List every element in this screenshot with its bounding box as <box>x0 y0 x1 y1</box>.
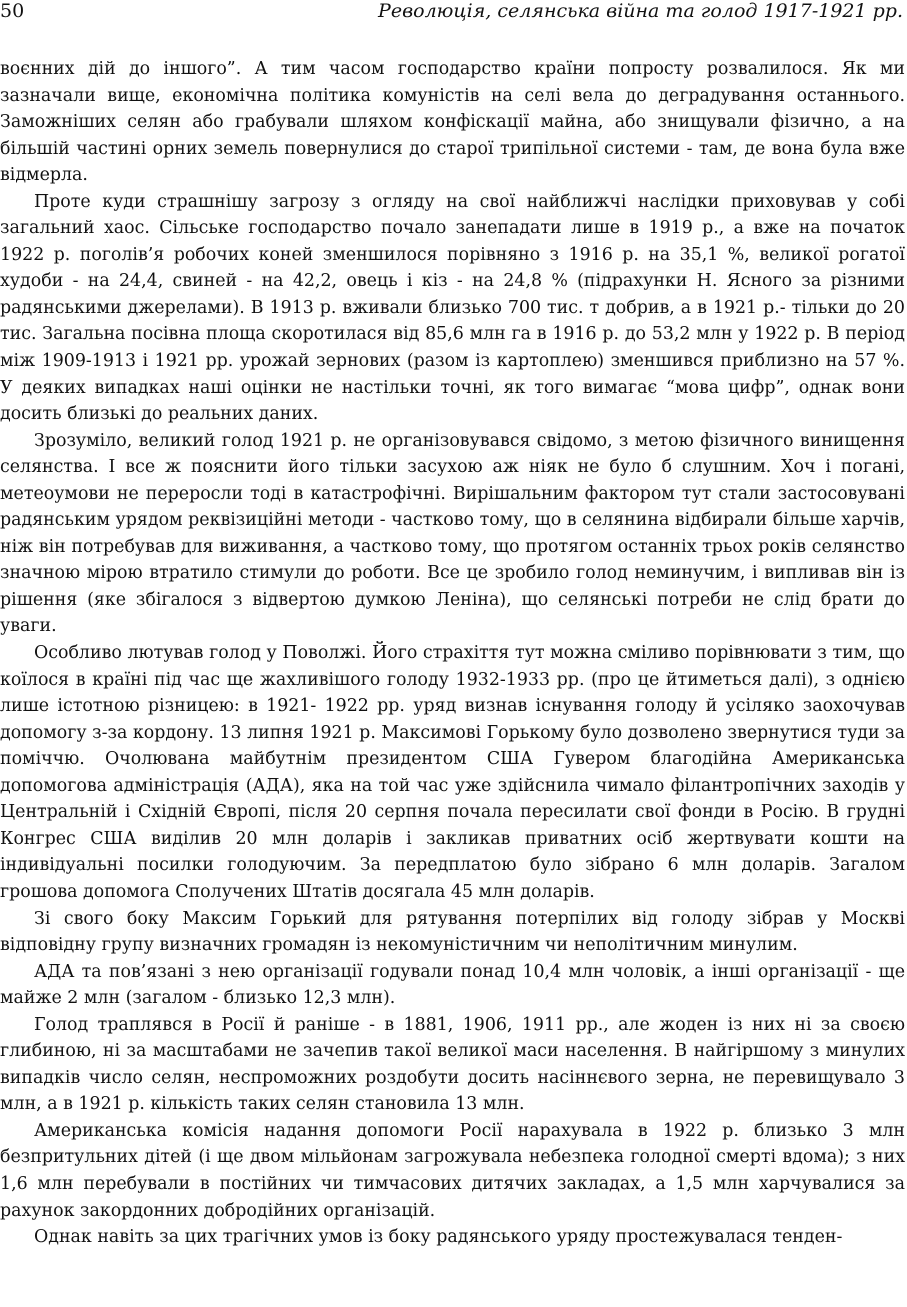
paragraph: Однак навіть за цих трагічних умов із боку радянського уряду простежувалася тенден- <box>34 1227 843 1248</box>
running-header-title: Революція, селянська війна та голод 1917-1921 рр. <box>378 0 903 22</box>
paragraph: Американська комісія надання допомоги Росії нарахувала в 1922 р. близько 3 млн безпритульних дітей (і ще двом мільйонам загрожувала небезпека голодної смерті вдома); з них 1,6 млн перебували в постійних чи тимчасових дитячих закладах, а 1,5 млн харчувалися за рахунок закордонних добродійних організацій. <box>0 1120 905 1221</box>
paragraph: Проте куди страшнішу загрозу з огляду на свої найближчі наслідки приховував у собі загальний хаос. Сільське господарство почало занепадати лише в 1919 р., а вже на початок 1922 р. поголів’я робочих коней зменшилося порівняно з 1916 р. на 35,1 %, великої рогатої худоби - на 24,4, свиней - на 42,2, овець і кіз - на 24,8 % (підрахунки Н. Ясного за різними радянськими джерелами). В 1913 р. вживали близько 700 тис. т добрив, а в 1921 р.- тільки до 20 тис. Загальна посівна площа скоротилася від 85,6 млн га в 1916 р. до 53,2 млн у 1922 р. В період між 1909-1913 і 1921 рр. урожай зернових (разом із картоплею) зменшився приблизно на 57 %. У деяких випадках наші оцінки не настільки точні, як того вимагає “мова цифр”, однак вони досить близькі до реальних даних. <box>0 191 905 425</box>
paragraph: АДА та пов’язані з нею організації годували понад 10,4 млн чоловік, а інші організації - ще майже 2 млн (загалом - близько 12,3 млн). <box>0 961 905 1009</box>
paragraph: Голод траплявся в Росії й раніше - в 1881, 1906, 1911 рр., але жоден із них ні за своєю глибиною, ні за масштабами не зачепив такої великої маси населення. В найгіршому з минулих випадків число селян, неспроможних роздобути досить насіннєвого зерна, не перевищувало 3 млн, а в 1921 р. кількість таких селян становила 13 млн. <box>0 1014 905 1115</box>
paragraph: Зі свого боку Максим Горький для рятування потерпілих від голоду зібрав у Москві відповідну групу визначних громадян із некомуністичним чи неполітичним минулим. <box>0 908 905 956</box>
page-number: 50 <box>0 0 25 22</box>
body-text <box>0 56 905 1251</box>
paragraph: Зрозуміло, великий голод 1921 р. не організовувався свідомо, з метою фізичного винищення селянства. І все ж пояснити його тільки засухою аж ніяк не було б слушним. Хоч і погані, метеоумови не переросли тоді в катастрофічні. Вирішальним фактором тут стали застосовувані радянським урядом реквізиційні методи - частково тому, що в селянина відбирали більше харчів, ніж він потребував для виживання, а частково тому, що протягом останніх трьох років селянство значною мірою втратило стимули до роботи. Все це зробило голод неминучим, і випливав він із рішення (яке збігалося з відвертою думкою Леніна), що селянські потреби не слід брати до уваги. <box>0 430 905 637</box>
running-header <box>0 0 905 30</box>
paragraph: Особливо лютував голод у Поволжі. Його страхіття тут можна сміливо порівнювати з тим, що коїлося в країні під час ще жахливішого голоду 1932-1933 рр. (про це йтиметься далі), з однією лише істотною різницею: в 1921- 1922 рр. уряд визнав існування голоду й усіляко заохочував допомогу з-за кордону. 13 липня 1921 р. Максимові Горькому було дозволено звернутися туди за поміччю. Очолювана майбутнім президентом США Гувером благодійна Американська допомогова адміністрація (АДА), яка на той час уже здійснила чимало філантропічних заходів у Центральній і Східній Європі, після 20 серпня почала пересилати свої фонди в Росію. В грудні Конгрес США виділив 20 млн доларів і закликав приватних осіб жертвувати кошти на індивідуальні посилки голодуючим. За передплатою було зібрано 6 млн доларів. Загалом грошова допомога Сполучених Штатів досягала 45 млн доларів. <box>0 643 905 902</box>
paragraph: воєнних дій до іншого”. А тим часом господарство країни попросту розвалилося. Як ми зазначали вище, економічна політика комуністів на селі вела до деградування останнього. Заможніших селян або грабували шляхом конфіскації майна, або знищували фізично, а на більшій частині орних земель повернулися до старої трипільної системи - там, де вона була вже відмерла. <box>0 59 905 186</box>
